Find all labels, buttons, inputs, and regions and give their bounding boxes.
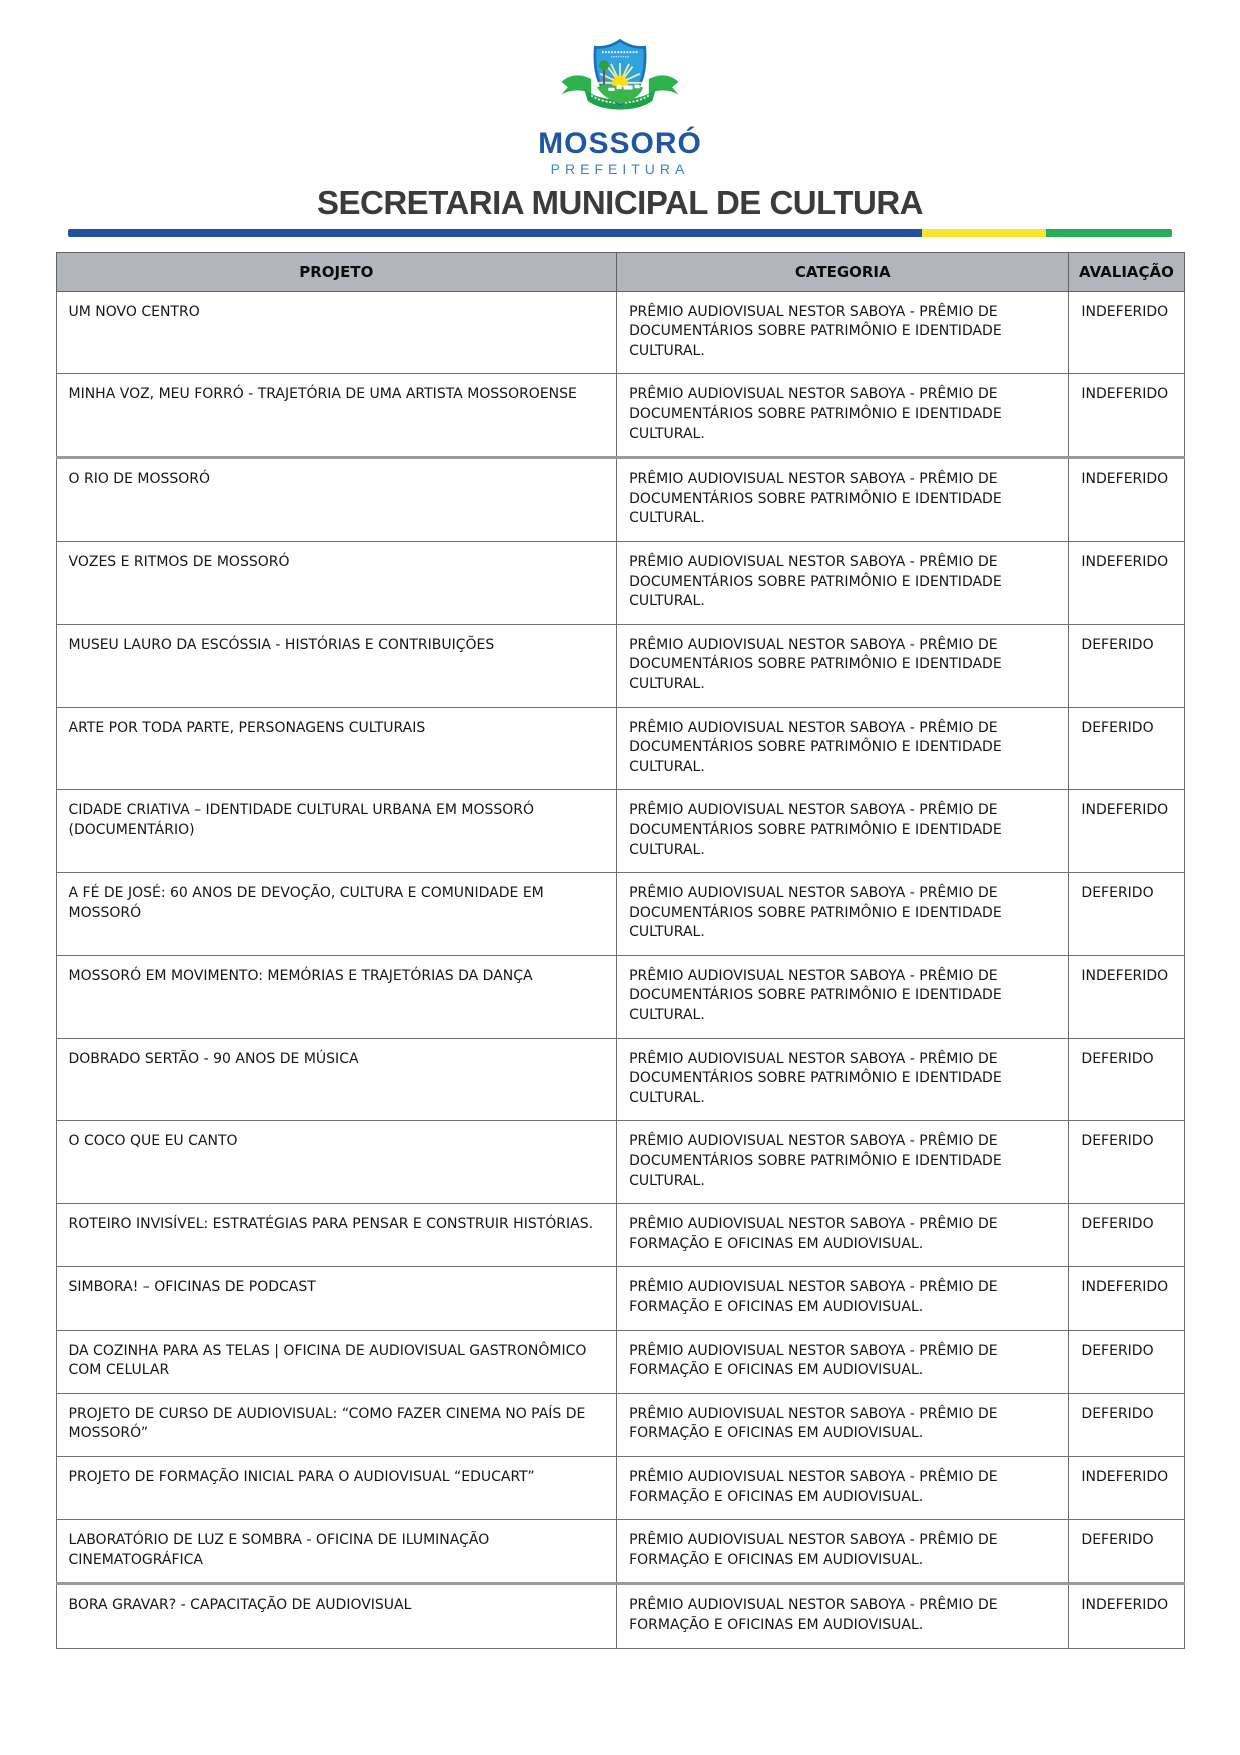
table-row (56, 1584, 1184, 1648)
table-row (56, 873, 1184, 956)
table-row (56, 955, 1184, 1038)
cell-avaliacao: INDEFERIDO (1069, 541, 1184, 624)
table-row (56, 707, 1184, 790)
table-row (56, 1520, 1184, 1584)
cell-avaliacao: DEFERIDO (1069, 707, 1184, 790)
cell-categoria: PRÊMIO AUDIOVISUAL NESTOR SABOYA - PRÊMIO DE FORMAÇÃO E OFICINAS EM AUDIOVISUAL. (617, 1330, 1069, 1393)
table-row (56, 374, 1184, 458)
column-header-projeto: PROJETO (56, 252, 617, 291)
cell-categoria: PRÊMIO AUDIOVISUAL NESTOR SABOYA - PRÊMIO DE DOCUMENTÁRIOS SOBRE PATRIMÔNIO E IDENTIDADE CULTURAL. (617, 873, 1069, 956)
cell-categoria: PRÊMIO AUDIOVISUAL NESTOR SABOYA - PRÊMIO DE DOCUMENTÁRIOS SOBRE PATRIMÔNIO E IDENTIDADE CULTURAL. (617, 374, 1069, 458)
cell-avaliacao: INDEFERIDO (1069, 790, 1184, 873)
divider-yellow-segment (922, 229, 1046, 237)
cell-projeto: CIDADE CRIATIVA – IDENTIDADE CULTURAL URBANA EM MOSSORÓ (DOCUMENTÁRIO) (56, 790, 617, 873)
cell-avaliacao: INDEFERIDO (1069, 374, 1184, 458)
cell-categoria: PRÊMIO AUDIOVISUAL NESTOR SABOYA - PRÊMIO DE DOCUMENTÁRIOS SOBRE PATRIMÔNIO E IDENTIDADE CULTURAL. (617, 291, 1069, 374)
cell-categoria: PRÊMIO AUDIOVISUAL NESTOR SABOYA - PRÊMIO DE DOCUMENTÁRIOS SOBRE PATRIMÔNIO E IDENTIDADE CULTURAL. (617, 541, 1069, 624)
divider-green-segment (1046, 229, 1172, 237)
table-row (56, 541, 1184, 624)
cell-avaliacao: DEFERIDO (1069, 873, 1184, 956)
cell-categoria: PRÊMIO AUDIOVISUAL NESTOR SABOYA - PRÊMIO DE DOCUMENTÁRIOS SOBRE PATRIMÔNIO E IDENTIDADE CULTURAL. (617, 707, 1069, 790)
cell-projeto: SIMBORA! – OFICINAS DE PODCAST (56, 1267, 617, 1330)
table-row (56, 624, 1184, 707)
cell-categoria: PRÊMIO AUDIOVISUAL NESTOR SABOYA - PRÊMIO DE FORMAÇÃO E OFICINAS EM AUDIOVISUAL. (617, 1267, 1069, 1330)
cell-projeto: ROTEIRO INVISÍVEL: ESTRATÉGIAS PARA PENSAR E CONSTRUIR HISTÓRIAS. (56, 1204, 617, 1267)
table-row (56, 1038, 1184, 1121)
cell-projeto: A FÉ DE JOSÉ: 60 ANOS DE DEVOÇÃO, CULTURA E COMUNIDADE EM MOSSORÓ (56, 873, 617, 956)
cell-projeto: BORA GRAVAR? - CAPACITAÇÃO DE AUDIOVISUAL (56, 1584, 617, 1648)
cell-avaliacao: DEFERIDO (1069, 624, 1184, 707)
cell-categoria: PRÊMIO AUDIOVISUAL NESTOR SABOYA - PRÊMIO DE DOCUMENTÁRIOS SOBRE PATRIMÔNIO E IDENTIDADE CULTURAL. (617, 1038, 1069, 1121)
table-row (56, 790, 1184, 873)
cell-projeto: DOBRADO SERTÃO - 90 ANOS DE MÚSICA (56, 1038, 617, 1121)
table-row (56, 1121, 1184, 1204)
table-row (56, 291, 1184, 374)
column-header-categoria: CATEGORIA (617, 252, 1069, 291)
cell-categoria: PRÊMIO AUDIOVISUAL NESTOR SABOYA - PRÊMIO DE FORMAÇÃO E OFICINAS EM AUDIOVISUAL. (617, 1584, 1069, 1648)
cell-avaliacao: INDEFERIDO (1069, 458, 1184, 542)
projects-table (56, 252, 1185, 1649)
table-row (56, 1456, 1184, 1519)
cell-avaliacao: INDEFERIDO (1069, 291, 1184, 374)
table-row (56, 1330, 1184, 1393)
table-row (56, 1267, 1184, 1330)
cell-projeto: MINHA VOZ, MEU FORRÓ - TRAJETÓRIA DE UMA ARTISTA MOSSOROENSE (56, 374, 617, 458)
cell-avaliacao: DEFERIDO (1069, 1121, 1184, 1204)
cell-avaliacao: DEFERIDO (1069, 1038, 1184, 1121)
cell-avaliacao: DEFERIDO (1069, 1204, 1184, 1267)
cell-projeto: ARTE POR TODA PARTE, PERSONAGENS CULTURAIS (56, 707, 617, 790)
cell-projeto: PROJETO DE FORMAÇÃO INICIAL PARA O AUDIOVISUAL “EDUCART” (56, 1456, 617, 1519)
projects-table-body (56, 291, 1184, 1648)
cell-projeto: O COCO QUE EU CANTO (56, 1121, 617, 1204)
cell-projeto: LABORATÓRIO DE LUZ E SOMBRA - OFICINA DE ILUMINAÇÃO CINEMATOGRÁFICA (56, 1520, 617, 1584)
tricolor-divider (68, 229, 1172, 237)
cell-categoria: PRÊMIO AUDIOVISUAL NESTOR SABOYA - PRÊMIO DE DOCUMENTÁRIOS SOBRE PATRIMÔNIO E IDENTIDADE CULTURAL. (617, 790, 1069, 873)
cell-avaliacao: INDEFERIDO (1069, 1584, 1184, 1648)
cell-categoria: PRÊMIO AUDIOVISUAL NESTOR SABOYA - PRÊMIO DE FORMAÇÃO E OFICINAS EM AUDIOVISUAL. (617, 1456, 1069, 1519)
cell-categoria: PRÊMIO AUDIOVISUAL NESTOR SABOYA - PRÊMIO DE DOCUMENTÁRIOS SOBRE PATRIMÔNIO E IDENTIDADE CULTURAL. (617, 955, 1069, 1038)
logo-city-name: MOSSORÓ (538, 127, 702, 160)
cell-categoria: PRÊMIO AUDIOVISUAL NESTOR SABOYA - PRÊMIO DE FORMAÇÃO E OFICINAS EM AUDIOVISUAL. (617, 1204, 1069, 1267)
cell-avaliacao: DEFERIDO (1069, 1393, 1184, 1456)
mossoro-coat-of-arms-icon (557, 36, 683, 126)
divider-blue-segment (68, 229, 922, 237)
table-row (56, 458, 1184, 542)
page-title: SECRETARIA MUNICIPAL DE CULTURA (317, 184, 923, 221)
table-row (56, 1393, 1184, 1456)
cell-avaliacao: INDEFERIDO (1069, 1267, 1184, 1330)
cell-projeto: MUSEU LAURO DA ESCÓSSIA - HISTÓRIAS E CONTRIBUIÇÕES (56, 624, 617, 707)
cell-projeto: VOZES E RITMOS DE MOSSORÓ (56, 541, 617, 624)
cell-projeto: O RIO DE MOSSORÓ (56, 458, 617, 542)
cell-projeto: MOSSORÓ EM MOVIMENTO: MEMÓRIAS E TRAJETÓRIAS DA DANÇA (56, 955, 617, 1038)
cell-avaliacao: DEFERIDO (1069, 1330, 1184, 1393)
cell-projeto: PROJETO DE CURSO DE AUDIOVISUAL: “COMO FAZER CINEMA NO PAÍS DE MOSSORÓ” (56, 1393, 617, 1456)
cell-categoria: PRÊMIO AUDIOVISUAL NESTOR SABOYA - PRÊMIO DE DOCUMENTÁRIOS SOBRE PATRIMÔNIO E IDENTIDADE CULTURAL. (617, 1121, 1069, 1204)
column-header-avaliacao: AVALIAÇÃO (1069, 252, 1184, 291)
cell-categoria: PRÊMIO AUDIOVISUAL NESTOR SABOYA - PRÊMIO DE DOCUMENTÁRIOS SOBRE PATRIMÔNIO E IDENTIDADE CULTURAL. (617, 458, 1069, 542)
cell-categoria: PRÊMIO AUDIOVISUAL NESTOR SABOYA - PRÊMIO DE FORMAÇÃO E OFICINAS EM AUDIOVISUAL. (617, 1520, 1069, 1584)
cell-avaliacao: INDEFERIDO (1069, 1456, 1184, 1519)
logo-subtitle: PREFEITURA (550, 161, 690, 177)
table-header-row (56, 252, 1184, 291)
table-row (56, 1204, 1184, 1267)
cell-categoria: PRÊMIO AUDIOVISUAL NESTOR SABOYA - PRÊMIO DE DOCUMENTÁRIOS SOBRE PATRIMÔNIO E IDENTIDADE CULTURAL. (617, 624, 1069, 707)
cell-projeto: UM NOVO CENTRO (56, 291, 617, 374)
cell-avaliacao: INDEFERIDO (1069, 955, 1184, 1038)
cell-projeto: DA COZINHA PARA AS TELAS | OFICINA DE AUDIOVISUAL GASTRONÔMICO COM CELULAR (56, 1330, 617, 1393)
city-logo-block (0, 36, 1240, 176)
cell-avaliacao: DEFERIDO (1069, 1520, 1184, 1584)
cell-categoria: PRÊMIO AUDIOVISUAL NESTOR SABOYA - PRÊMIO DE FORMAÇÃO E OFICINAS EM AUDIOVISUAL. (617, 1393, 1069, 1456)
